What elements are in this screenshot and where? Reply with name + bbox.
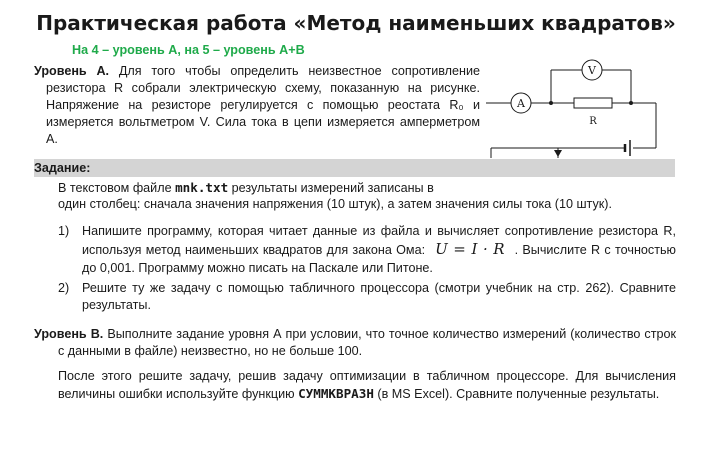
task-intro-text-2: результаты измерений записаны в — [228, 181, 434, 195]
task-heading: Задание: — [34, 161, 91, 175]
task-list — [58, 222, 676, 314]
final-paragraph — [58, 368, 676, 403]
level-a-label: Уровень А. — [34, 64, 110, 78]
junction-right — [629, 101, 633, 105]
task-intro-text: В текстовом файле — [58, 181, 176, 195]
list-item-text-tail: . Вычислите R с точностью до 0,001. Программу можно писать на Паскале или Питоне. — [82, 243, 676, 275]
junction-left — [549, 101, 553, 105]
ammeter-label: A — [517, 97, 525, 110]
level-b-label: Уровень В. — [34, 327, 104, 341]
grading-subtitle: На 4 – уровень А, на 5 – уровень А+В — [72, 43, 305, 57]
data-filename: mnk.txt — [175, 180, 229, 195]
rheostat-arrow-icon — [554, 150, 562, 157]
list-item — [58, 222, 676, 277]
excel-function-name: СУММКВРАЗН — [298, 386, 374, 401]
list-item-text: Решите ту же задачу с помощью табличного процессора (смотри учебник на стр. 262). Сравните результаты. — [82, 281, 676, 312]
level-a-text: Для того чтобы определить неизвестное сопротивление резистора R собрали электрическую схему, показанную на рисунке. Напряжение на резисторе регулируется с помощью реостата R₀ и измеряется вольтметром V. Сила тока в цепи измеряется амперметром А. — [46, 64, 480, 146]
final-text-tail: (в MS Excel). Сравните полученные результаты. — [373, 387, 660, 401]
level-a-paragraph — [34, 63, 480, 148]
list-item-number: 2) — [58, 281, 70, 295]
resistor-symbol — [574, 98, 612, 108]
list-item-text: Напишите программу, которая читает данные из файла и вычисляет сопротивление резистора R, используя метод наименьших квадратов для закона Ома: — [82, 224, 676, 257]
list-item-number: 1) — [58, 224, 70, 238]
level-b-paragraph — [34, 326, 676, 360]
task-heading-bar — [34, 159, 675, 177]
task-intro-line1 — [58, 179, 478, 197]
list-item — [58, 280, 676, 314]
resistor-label: R — [589, 116, 597, 127]
ohm-law-formula: U = I · R — [435, 240, 505, 258]
page-title: Практическая работа «Метод наименьших квадратов» — [36, 11, 676, 35]
level-b-text: Выполните задание уровня А при условии, что точное количество измерений (количество строк с данными в файле) неизвестно, но не больше 100. — [58, 327, 676, 358]
voltmeter-label: V — [588, 64, 596, 77]
final-text: После этого решите задачу, решив задачу оптимизации в табличном процессоре. Для вычисления величины ошибки используйте функцию — [58, 369, 676, 401]
task-intro-line2: один столбец: сначала значения напряжения (10 штук), а затем значения силы тока (10 штук). — [58, 197, 612, 211]
